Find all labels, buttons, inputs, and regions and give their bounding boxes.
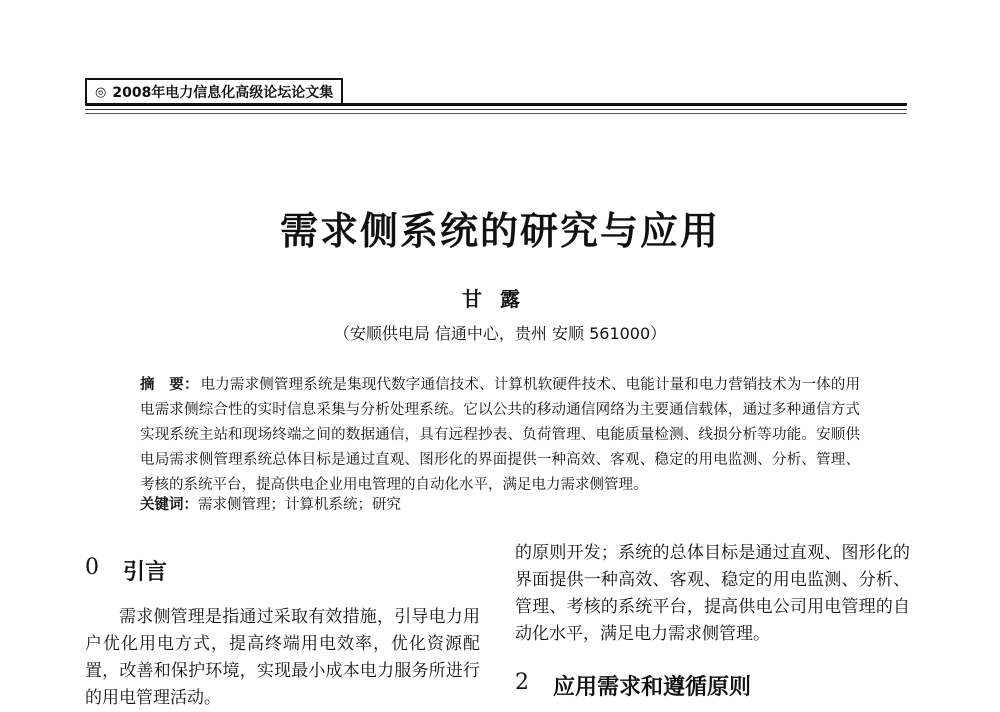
left-column	[85, 555, 480, 712]
right-column	[515, 540, 910, 701]
abstract-text: 电力需求侧管理系统是集现代数字通信技术、计算机软硬件技术、电能计量和电力营销技术为一体的用电需求侧综合性的实时信息采集与分析处理系统。它以公共的移动通信网络为主要通信载体，通过多种通信方式实现系统主站和现场终端之间的数据通信，具有远程抄表、负荷管理、电能质量检测、线损分析等功能。安顺供电局需求侧管理系统总体目标是通过直观、图形化的界面提供一种高效、客观、稳定的用电监测、分析、管理、考核的系统平台，提高供电企业用电管理的自动化水平，满足电力需求侧管理。	[140, 377, 860, 493]
proceedings-title: 2008年电力信息化高级论坛论文集	[112, 85, 334, 101]
section-number: 2	[515, 670, 529, 695]
header-rule-thin-lower	[85, 113, 907, 114]
header-rule-thin	[85, 109, 907, 110]
abstract-label: 摘 要：	[140, 376, 199, 393]
section-title: 应用需求和遵循原则	[553, 674, 752, 700]
section-0-heading	[85, 555, 480, 586]
circular-logo-icon: ◎	[95, 84, 107, 100]
abstract	[140, 372, 860, 498]
section-0-paragraph: 需求侧管理是指通过采取有效措施，引导电力用户优化用电方式，提高终端用电效率，优化资源配置，改善和保护环境，实现最小成本电力服务所进行的用电管理活动。	[85, 607, 480, 708]
continued-paragraph: 的原则开发；系统的总体目标是通过直观、图形化的界面提供一种高效、客观、稳定的用电监测、分析、管理、考核的系统平台，提高供电公司用电管理的自动化水平，满足电力需求侧管理。	[515, 543, 910, 644]
paper-title: 需求侧系统的研究与应用	[279, 208, 720, 253]
section-number: 0	[85, 555, 99, 580]
author-affiliation: （安顺供电局 信通中心，贵州 安顺 561000）	[333, 324, 667, 343]
keywords	[140, 494, 860, 516]
section-title: 引言	[123, 559, 168, 585]
keywords-text: 需求侧管理；计算机系统；研究	[198, 497, 401, 513]
section-2-heading	[515, 670, 910, 701]
header-rule-thick	[85, 103, 907, 106]
keywords-label: 关键词：	[140, 496, 198, 513]
proceedings-header	[85, 78, 343, 104]
author-name: 甘露	[462, 287, 538, 311]
